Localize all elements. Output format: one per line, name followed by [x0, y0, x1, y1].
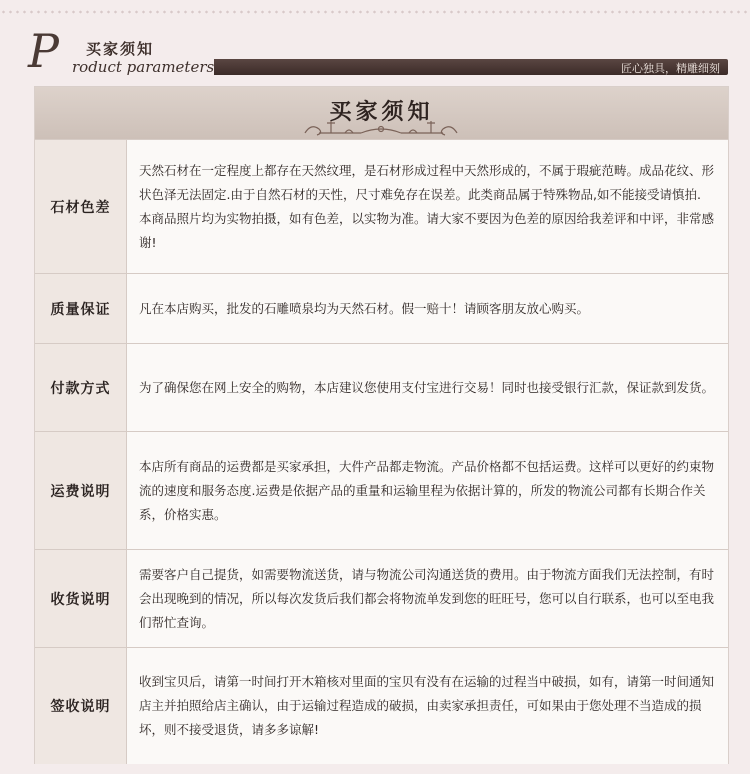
panel-header — [35, 87, 728, 139]
panel-title: 买家须知 — [329, 100, 434, 125]
notice-row-color-difference — [35, 139, 728, 274]
row-text: 凡在本店购买，批发的石雕喷泉均为天然石材。假一赔十！请顾客朋友放心购买。 — [139, 301, 590, 316]
row-text: 需要客户自己提货，如需要物流送货，请与物流公司沟通送货的费用。由于物流方面我们无法控制，有时会出现晚到的情况，所以每次发货后我们都会将物流单发到您的旺旺号，您可以自行联系，也可以至电我们帮忙查询。 — [139, 567, 715, 630]
notice-row-receiving — [35, 549, 728, 648]
header-bar — [214, 59, 728, 75]
header-title-en: roduct parameters — [72, 58, 215, 76]
header-title-cn: 买家须知 — [86, 40, 155, 58]
notice-row-quality-guarantee — [35, 273, 728, 344]
row-label: 签收说明 — [50, 699, 111, 715]
section-header — [28, 24, 728, 80]
row-text: 收到宝贝后，请第一时间打开木箱核对里面的宝贝有没有在运输的过程当中破损，如有，请第一时间通知店主并拍照给店主确认，由于运输过程造成的破损，由卖家承担责任，可如果由于您处理不当造成的损坏，则不接受退货，请多多谅解! — [139, 674, 715, 737]
row-text: 为了确保您在网上安全的购物，本店建议您使用支付宝进行交易！同时也接受银行汇款，保证款到发货。 — [139, 380, 715, 395]
notice-row-shipping-fee — [35, 431, 728, 550]
row-label: 石材色差 — [50, 200, 111, 216]
header-slogan: 匠心独具，精雕细刻 — [621, 62, 720, 75]
buyer-notice-panel — [34, 86, 729, 764]
row-label: 收货说明 — [50, 592, 111, 608]
top-dotted-border — [0, 10, 750, 14]
ornament-scroll-icon — [301, 115, 461, 139]
row-text: 天然石材在一定程度上都存在天然纹理，是石材形成过程中天然形成的，不属于瑕疵范畴。成品花纹、形状色泽无法固定.由于自然石材的天性，尺寸难免存在误差。此类商品属于特殊物品,如不能接受请慎拍. 本商品照片均为实物拍摄，如有色差，以实物为准。请大家不要因为色差的原因给我差评和中评，非常感谢! — [139, 163, 715, 250]
notice-row-payment-method — [35, 343, 728, 432]
row-label: 质量保证 — [50, 302, 111, 318]
notice-row-signing — [35, 647, 728, 764]
row-label: 运费说明 — [50, 484, 111, 500]
header-initial-letter: P — [28, 24, 59, 78]
row-label: 付款方式 — [50, 381, 111, 397]
row-text: 本店所有商品的运费都是买家承担，大件产品都走物流。产品价格都不包括运费。这样可以更好的约束物流的速度和服务态度.运费是依据产品的重量和运输里程为依据计算的，所发的物流公司都有长期合作关系，价格实惠。 — [139, 459, 715, 522]
